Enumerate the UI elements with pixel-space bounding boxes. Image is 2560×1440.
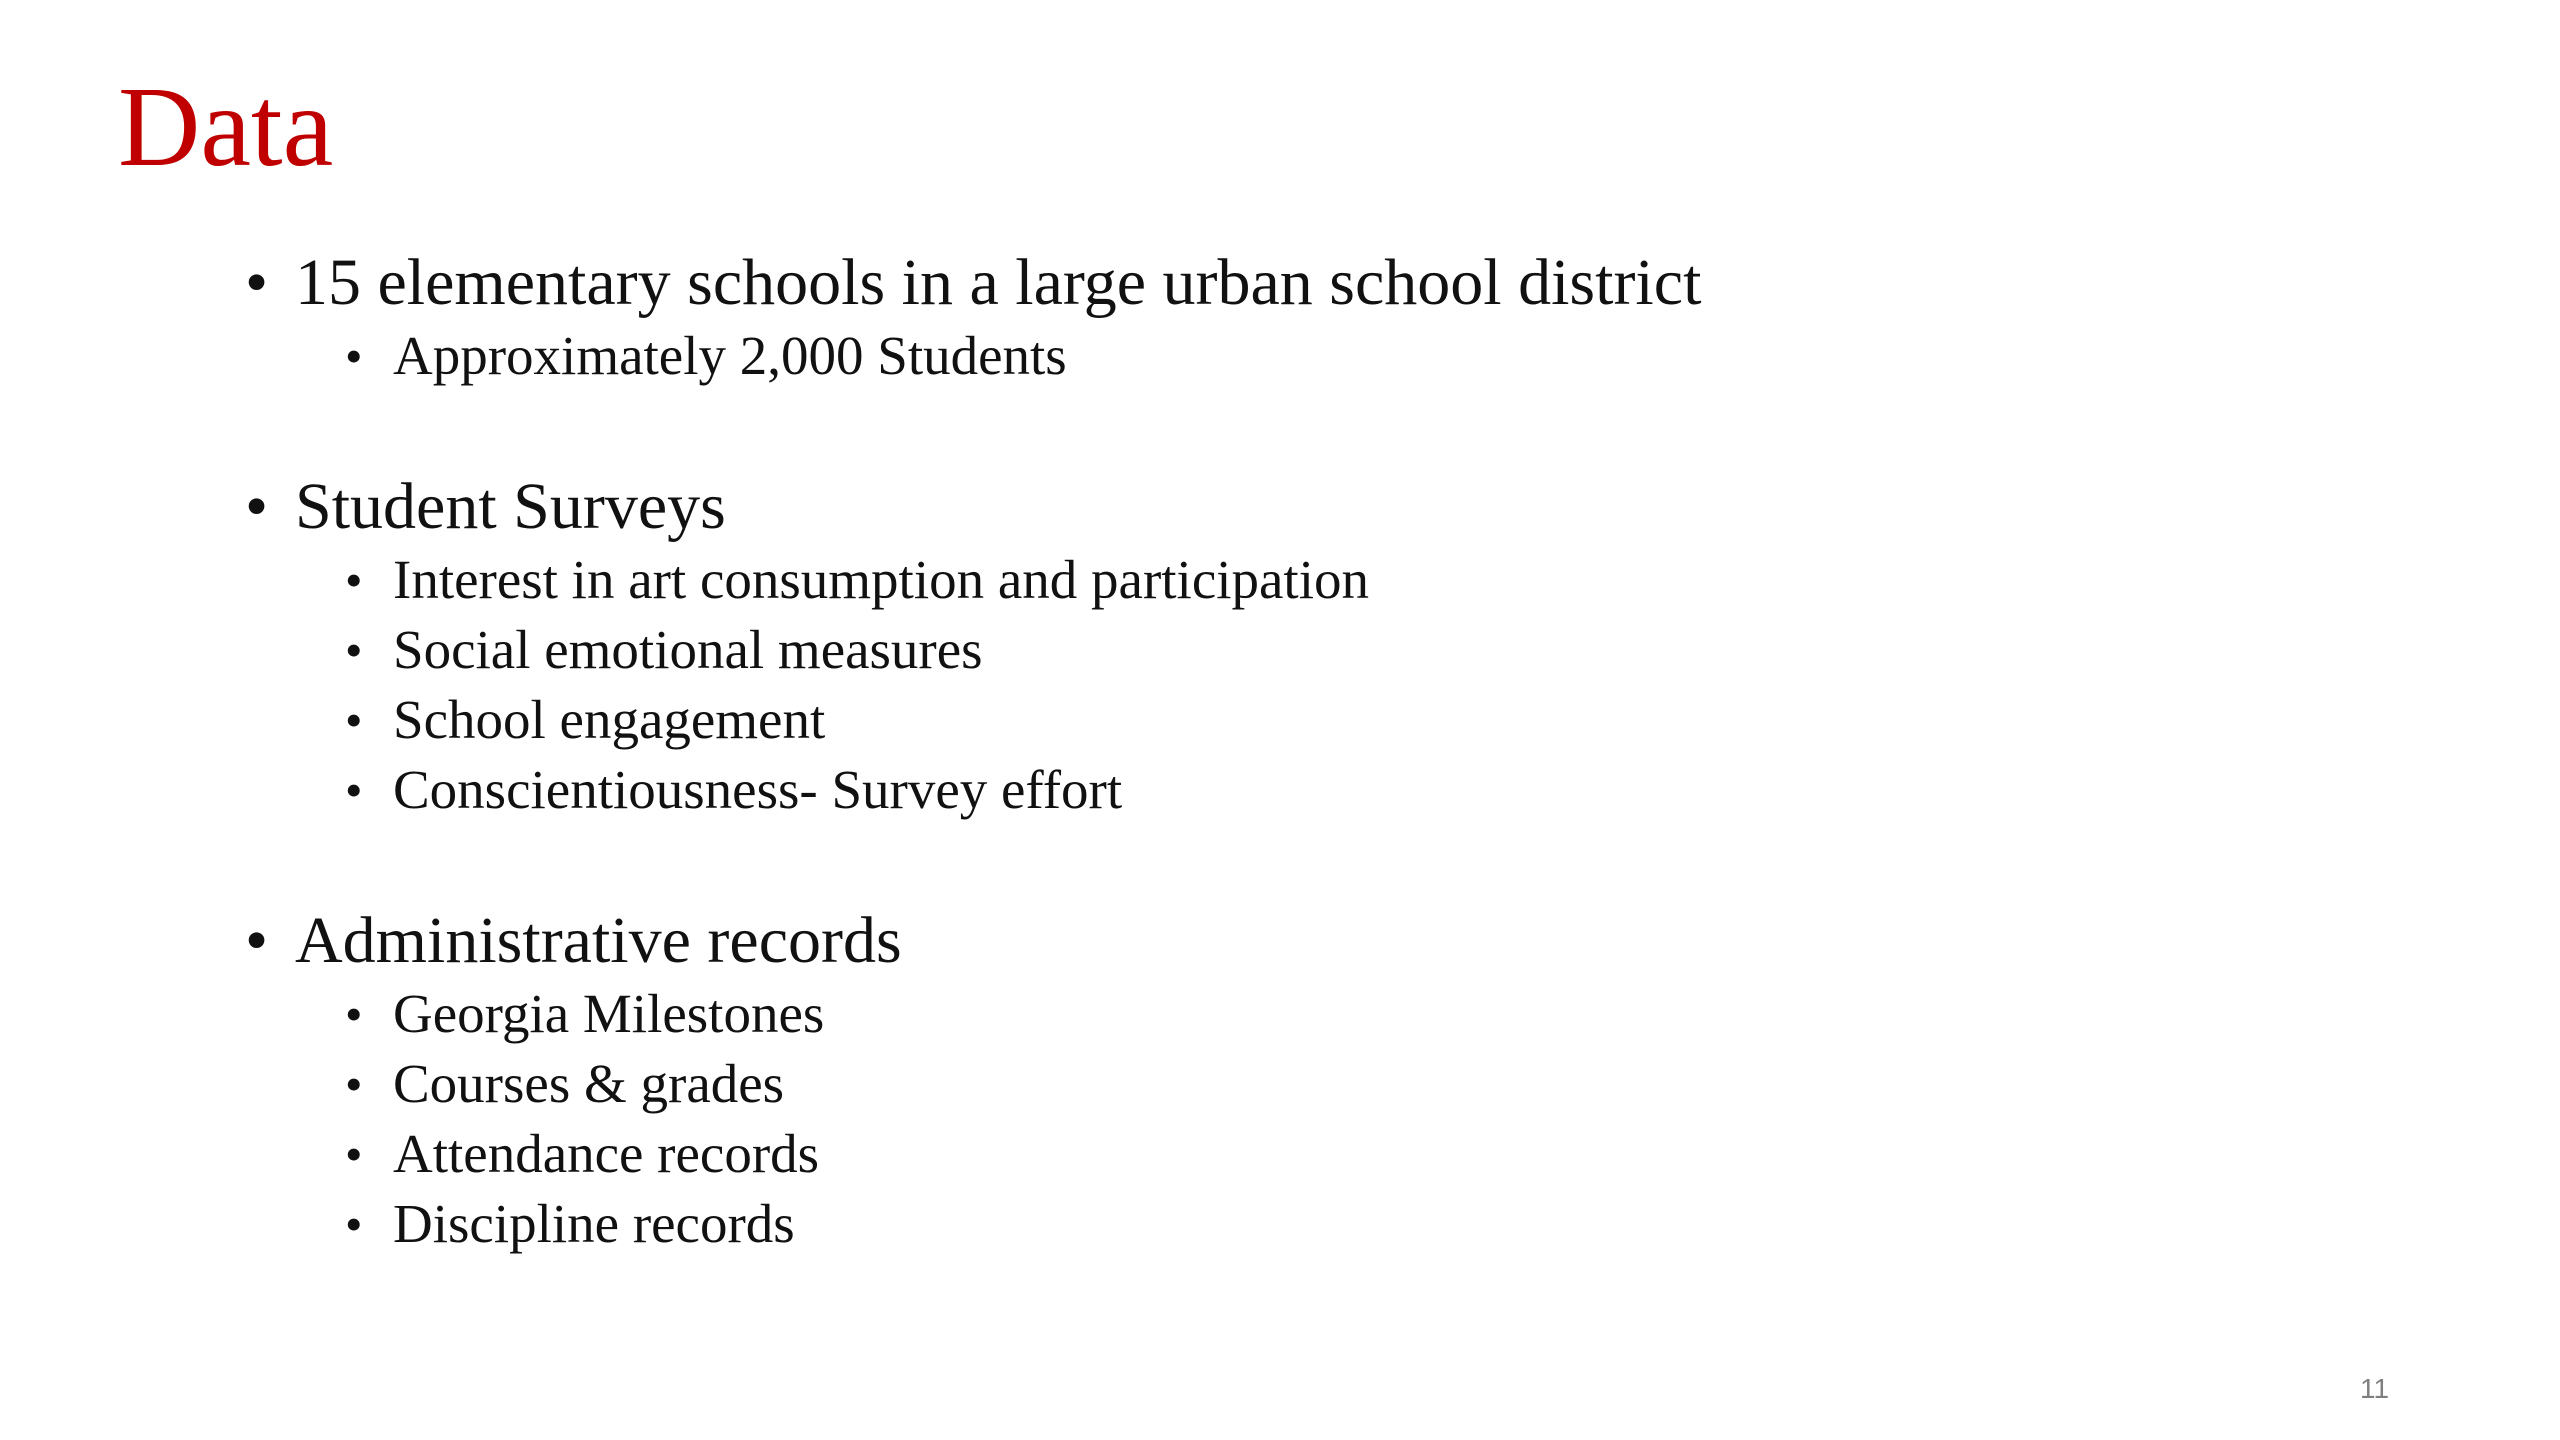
bullet-icon: • bbox=[245, 904, 269, 977]
bullet-icon: • bbox=[245, 246, 269, 319]
sub-bullet-list bbox=[245, 321, 2445, 391]
sub-bullet-text: Discipline records bbox=[393, 1193, 795, 1254]
sub-bullet-item bbox=[245, 321, 2445, 391]
sub-bullet-item bbox=[245, 685, 2445, 755]
sub-bullet-text: Approximately 2,000 Students bbox=[393, 325, 1067, 386]
section-student-surveys bbox=[245, 469, 2445, 825]
sub-bullet-item bbox=[245, 545, 2445, 615]
sub-bullet-text: Social emotional measures bbox=[393, 619, 983, 680]
bullet-item bbox=[245, 245, 2445, 321]
sub-bullet-list bbox=[245, 979, 2445, 1259]
bullet-icon: • bbox=[345, 1196, 363, 1252]
bullet-icon: • bbox=[345, 762, 363, 818]
sub-bullet-item bbox=[245, 1049, 2445, 1119]
bullet-icon: • bbox=[345, 692, 363, 748]
sub-bullet-item bbox=[245, 1189, 2445, 1259]
bullet-icon: • bbox=[345, 552, 363, 608]
bullet-item bbox=[245, 903, 2445, 979]
bullet-icon: • bbox=[345, 986, 363, 1042]
slide-title: Data bbox=[118, 63, 334, 190]
sub-bullet-item bbox=[245, 615, 2445, 685]
bullet-text: Student Surveys bbox=[295, 470, 726, 543]
bullet-icon: • bbox=[345, 1056, 363, 1112]
bullet-icon: • bbox=[345, 328, 363, 384]
sub-bullet-item bbox=[245, 1119, 2445, 1189]
sub-bullet-text: Courses & grades bbox=[393, 1053, 785, 1114]
bullet-text: 15 elementary schools in a large urban school district bbox=[295, 246, 1702, 319]
section-schools bbox=[245, 245, 2445, 391]
sub-bullet-text: Interest in art consumption and participation bbox=[393, 549, 1369, 610]
bullet-text: Administrative records bbox=[295, 904, 902, 977]
bullet-item bbox=[245, 469, 2445, 545]
sub-bullet-text: Attendance records bbox=[393, 1123, 820, 1184]
slide-content bbox=[245, 245, 2445, 1337]
sub-bullet-item bbox=[245, 979, 2445, 1049]
bullet-icon: • bbox=[345, 622, 363, 678]
bullet-icon: • bbox=[345, 1126, 363, 1182]
sub-bullet-list bbox=[245, 545, 2445, 825]
page-number: 11 bbox=[2360, 1373, 2390, 1404]
sub-bullet-text: Georgia Milestones bbox=[393, 983, 825, 1044]
section-administrative-records bbox=[245, 903, 2445, 1259]
sub-bullet-text: School engagement bbox=[393, 689, 826, 750]
sub-bullet-text: Conscientiousness- Survey effort bbox=[393, 759, 1123, 820]
bullet-icon: • bbox=[245, 470, 269, 543]
sub-bullet-item bbox=[245, 755, 2445, 825]
